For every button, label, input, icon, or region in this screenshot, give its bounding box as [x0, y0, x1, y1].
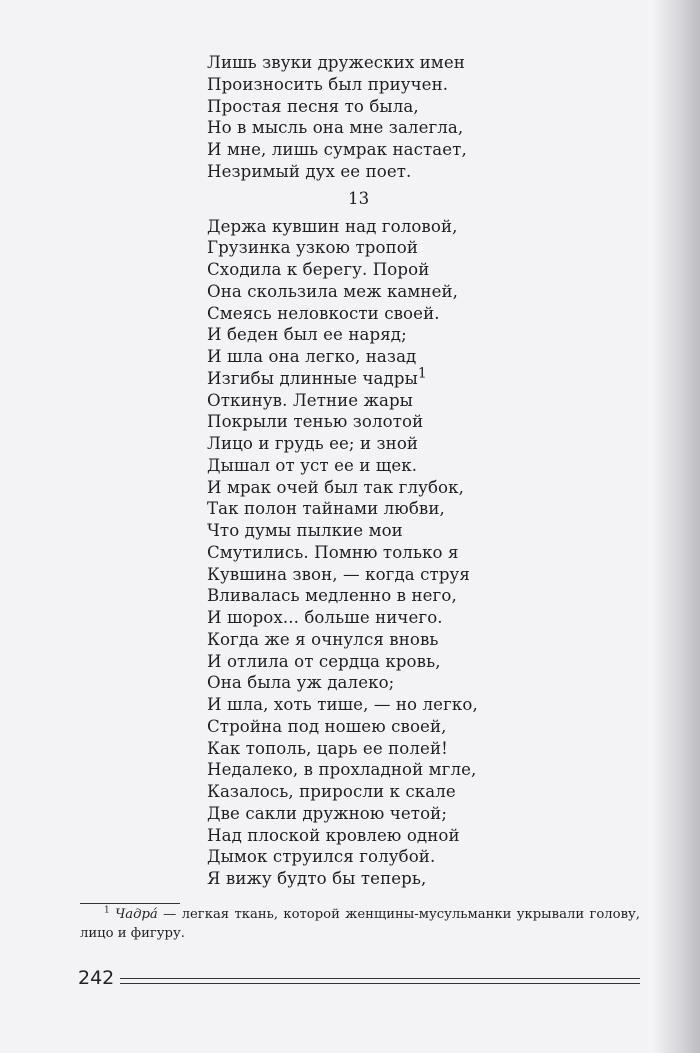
footnote — [80, 905, 640, 943]
footnoted-line-text: Изгибы длинные чадры — [207, 368, 418, 388]
poem-line: Когда же я очнулся вновь — [207, 629, 439, 649]
poem-line: И беден был ее наряд; — [207, 325, 407, 345]
poem-line: И мне, лишь сумрак настает, — [207, 140, 467, 159]
stanza-b — [207, 216, 478, 890]
poem-line: Смеясь неловкости своей. — [207, 303, 440, 323]
footer-double-rule — [120, 978, 640, 984]
stanza-a — [207, 52, 478, 183]
poem-line: Она скользила меж камней, — [207, 281, 459, 301]
footnote-divider — [80, 903, 180, 904]
poem-line: Дышал от уст ее и щек. — [207, 455, 418, 475]
footnote-term: Чадра́ — [115, 907, 158, 922]
footnote-marker: 1 — [104, 905, 110, 916]
poem-line: Казалось, приросли к скале — [207, 782, 456, 801]
poem-line: Незримый дух ее поет. — [207, 161, 412, 181]
poem-line: И отлила от сердца кровь, — [207, 651, 441, 671]
poem-line: Что думы пылкие мои — [207, 521, 403, 540]
poem-line: И мрак очей был так глубок, — [207, 477, 464, 497]
poem-line: Вливалась медленно в него, — [207, 586, 457, 606]
poem-line: Держа кувшин над головой, — [207, 216, 458, 236]
poem-line: Две сакли дружною четой; — [207, 803, 448, 823]
poem-line: Я вижу будто бы теперь, — [207, 869, 427, 888]
poem-line: Грузинка узкою тропой — [207, 238, 418, 258]
section-number: 13 — [348, 188, 370, 208]
poem-line: Откинув. Летние жары — [207, 390, 413, 410]
poem-line: И шла, хоть тише, — но легко, — [207, 695, 478, 714]
poem-line: Она была уж далеко; — [207, 673, 395, 693]
poem-line: Как тополь, царь ее полей! — [207, 738, 448, 758]
poem-line: Над плоской кровлею одной — [207, 825, 460, 845]
poem-line: Покрыли тенью золотой — [207, 412, 424, 432]
poem-line: Стройна под ношею своей, — [207, 716, 447, 736]
footnote-reference[interactable]: 1 — [417, 365, 427, 382]
poem-line: Сходила к берегу. Порой — [207, 260, 430, 279]
poem-line: Смутились. Помню только я — [207, 542, 459, 562]
poem-text — [207, 52, 478, 890]
poem-line: Лицо и грудь ее; и зной — [207, 434, 419, 453]
poem-line: Но в мысль она мне залегла, — [207, 118, 464, 138]
poem-line: Кувшина звон, — когда струя — [207, 564, 470, 584]
page-number: 242 — [78, 967, 115, 989]
poem-line: Простая песня то была, — [207, 96, 419, 116]
poem-line: Дымок струился голубой. — [207, 847, 436, 867]
poem-line: И шла она легко, назад — [207, 347, 417, 366]
page-edge-shadow — [654, 0, 700, 1053]
poem-line: И шорох... больше ничего. — [207, 608, 443, 627]
poem-line: Недалеко, в прохладной мгле, — [207, 760, 477, 780]
footnote-text: — легкая ткань, которой женщины-мусульманки укрывали голову, лицо и фигуру. — [80, 907, 640, 941]
poem-line: Произносить был приучен. — [207, 74, 449, 94]
poem-line-with-footnote — [207, 365, 478, 390]
poem-line: Так полон тайнами любви, — [207, 499, 445, 519]
poem-line: Лишь звуки дружеских имен — [207, 53, 465, 72]
